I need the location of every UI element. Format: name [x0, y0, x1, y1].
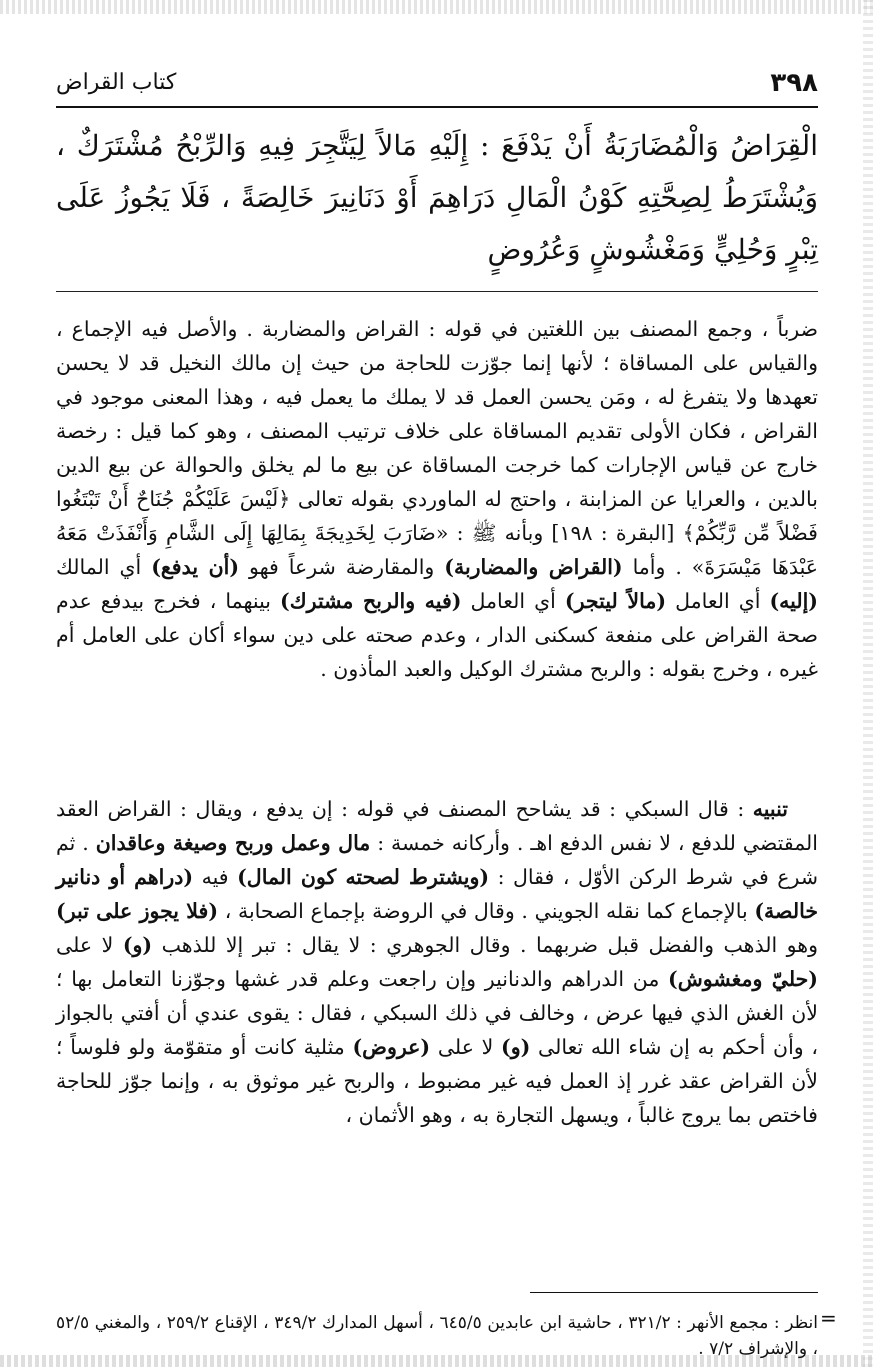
bold-matn-quote: (ويشترط لصحته كون المال): [237, 865, 490, 889]
matn-separator: [56, 291, 818, 292]
bold-matn-quote: (القراض والمضاربة): [444, 555, 623, 579]
bold-matn-quote: (فيه والربح مشترك): [280, 589, 462, 613]
matn-text: الْقِرَاضُ وَالْمُضَارَبَةُ أَنْ يَدْفَعَ : إِلَيْهِ مَالاً لِيَتَّجِرَ فِيهِ وَالرِّبْحُ مُشْتَرَكٌ ، وَيُشْتَرَطُ لِصِحَّتِهِ كَوْنُ الْمَالِ دَرَاهِمَ أَوْ دَنَانِيرَ خَالِصَةً ، فَلَا يَجُوزُ عَلَى تِبْرٍ وَحُلِيٍّ وَمَغْشُوشٍ وَعُرُوضٍ: [56, 129, 819, 266]
page-number: ٣٩٨: [770, 68, 818, 98]
commentary-run: أي العامل: [461, 589, 565, 613]
commentary-paragraph: [56, 312, 818, 686]
page-header: [56, 68, 818, 102]
commentary-run: لا على: [56, 933, 123, 957]
bold-matn-quote: (و): [122, 933, 153, 957]
bold-matn-quote: (مالاً ليتجر): [564, 589, 667, 613]
commentary-run: لا على: [430, 1035, 502, 1059]
commentary-run: أي العامل: [666, 589, 770, 613]
commentary-run: من الدراهم والدنانير وإن راجعت وعلم قدر غشها وجوّزنا التعامل بها ؛ لأن الغش الذي فيها عرض ، وخالف في ذلك السبكي ، فقال : يقوى عندي أن أفتي بالجواز ، وأن أحكم به إن شاء الله تعالى: [56, 967, 818, 1059]
commentary-run: مثلية كانت أو متقوّمة ولو فلوساً ؛ لأن القراض عقد غرر إذ العمل فيه غير مضبوط ، والربح غير موثوق به ، وإنما جوّز للحاجة فاختص بما يروج غالباً ، ويسهل التجارة به ، وهو الأثمان ،: [56, 1035, 818, 1127]
bold-matn-quote: (أن يدفع): [151, 555, 240, 579]
bold-matn-quote: (فلا يجوز على تبر): [56, 899, 219, 923]
bold-matn-quote: (و): [501, 1035, 531, 1059]
commentary-run: وهو الذهب والفضل قبل ضربهما . وقال الجوهري : لا يقال : تبر إلا للذهب: [152, 933, 818, 957]
commentary-run: بينهما ، فخرج بيدفع عدم صحة القراض على منفعة كسكنى الدار ، وعدم صحته على دين سواء أكان على العامل أم غيره ، وخرج بقوله : والربح مشترك الوكيل والعبد المأذون .: [56, 589, 818, 681]
bold-matn-quote: (إليه): [769, 589, 819, 613]
scan-edge-right: [863, 0, 873, 1367]
bold-matn-quote: (حليّ ومغشوش): [668, 967, 818, 991]
commentary-run: والمقارضة شرعاً فهو: [239, 555, 445, 579]
commentary-run: . ثم شرع في شرط الركن الأوّل ، فقال :: [56, 831, 818, 889]
footnote-continuation-marker: =: [820, 1306, 837, 1330]
commentary-run: ضرباً ، وجمع المصنف بين اللغتين في قوله : القراض والمضاربة . والأصل فيه الإجماع ، والقياس على المساقاة ؛ لأنها إنما جوّزت للحاجة من حيث إن مالك النخيل قد لا يحسن تعهدها ولا يتفرغ له ، ومَن يحسن العمل قد لا يملك ما يعمل فيه ، وهذا المعنى موجود في القراض ، فكان الأولى تقديم المساقاة على خلاف ترتيب المصنف ، وهو كما قيل : رخصة خارج عن قياس الإجارات كما خرجت المساقاة عن بيع ما لم يخلق والحوالة عن بيع الدين بالدين ، والعرايا عن المزابنة ، واحتج له الماوردي بقوله تعالى: [56, 317, 819, 511]
bold-matn-quote: مال وعمل وربح وصيغة وعاقدان: [95, 831, 371, 855]
scan-edge-top: [0, 0, 873, 14]
commentary-run: بالإجماع كما نقله الجويني . وقال في الروضة بإجماع الصحابة ،: [218, 899, 755, 923]
commentary-run: [البقرة : ١٩٨] وبأنه ﷺ : «ضَارَبَ لِخَدِيجَةَ بِمَالِهَا إِلَى الشَّامِ وَأَنْفَذَتْ مَعَهُ عَبْدَهَا مَيْسَرَةَ» . وأما: [56, 521, 818, 579]
bold-matn-quote: تنبيه: [752, 797, 788, 821]
tanbih-paragraph: [56, 792, 818, 1132]
header-rule: [56, 106, 818, 108]
footnote: انظر : مجمع الأنهر : ٣٢١/٢ ، حاشية ابن عابدين ٦٤٥/٥ ، أسهل المدارك ٣٤٩/٢ ، الإقناع ٢٥٩/٢ ، والمغني ٥٢/٥ ، والإشراف ٧/٢ .: [56, 1313, 819, 1359]
footnote-rule: [530, 1292, 818, 1293]
bold-matn-quote: (دراهم أو دنانير خالصة): [56, 865, 818, 923]
commentary-run: فيه: [193, 865, 238, 889]
commentary-run: ﴿لَيْسَ عَلَيْكُمْ جُنَاحٌ أَنْ تَبْتَغُوا فَضْلاً مِّن رَّبِّكُمْ﴾: [56, 487, 818, 545]
bold-matn-quote: (عروض): [352, 1035, 431, 1059]
commentary-run: أي المالك: [56, 555, 152, 579]
running-title: كتاب القراض: [56, 70, 177, 95]
commentary-run: : قال السبكي : قد يشاحح المصنف في قوله : إن يدفع ، ويقال : القراض العقد المقتضي للدفع ، لا نفس الدفع اهـ . وأركانه خمسة :: [56, 797, 818, 855]
